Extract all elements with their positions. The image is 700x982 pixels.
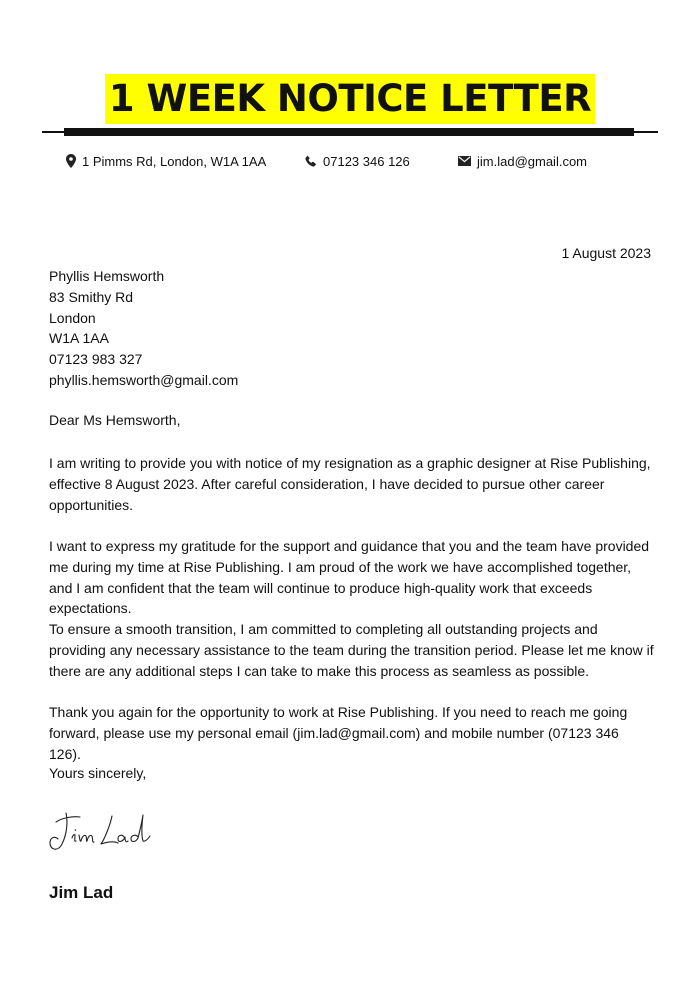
contact-phone-text: 07123 346 126 — [323, 153, 410, 169]
greeting: Dear Ms Hemsworth, — [49, 412, 181, 428]
closing: Yours sincerely, — [49, 765, 147, 781]
recipient-street: 83 Smithy Rd — [49, 288, 134, 305]
contact-email-text: jim.lad@gmail.com — [477, 153, 587, 169]
header-rule-thick — [64, 128, 634, 136]
recipient-email: phyllis.hemsworth@gmail.com — [49, 371, 239, 388]
recipient-postcode: W1A 1AA — [49, 330, 109, 347]
signer-name: Jim Lad — [49, 883, 114, 902]
body-paragraph-3: To ensure a smooth transition, I am committed to completing all outstanding projects and providing any necessary assistance to the team during the transition period. Please let me know if there are any additional steps I can take to make this process as seamless as possible. — [49, 621, 654, 679]
phone-icon — [305, 155, 317, 167]
letter-date: 1 August 2023 — [561, 245, 651, 261]
title-wrap — [0, 74, 700, 124]
page-title: 1 WEEK NOTICE LETTER — [105, 74, 595, 124]
body-paragraph-1: I am writing to provide you with notice of my resignation as a graphic designer at Rise Publishing, effective 8 August 2023. After careful consideration, I have decided to pursue other career opportunities. — [49, 455, 651, 513]
contact-phone — [305, 152, 410, 170]
recipient-city: London — [49, 309, 96, 326]
location-pin-icon — [66, 154, 76, 168]
envelope-icon — [458, 156, 471, 166]
recipient-phone: 07123 983 327 — [49, 351, 143, 368]
body-paragraph-4: Thank you again for the opportunity to work at Rise Publishing. If you need to reach me going forward, please use my personal email (jim.lad@gmail.com) and mobile number (07123 346 126). — [49, 704, 628, 762]
recipient-block — [49, 266, 238, 391]
signature — [46, 808, 158, 854]
body-paragraph-2: I want to express my gratitude for the support and guidance that you and the team have provided me during my time at Rise Publishing. I am proud of the work we have accomplished together, and I am confident that the team will continue to produce high-quality work that exceeds expectations. — [49, 538, 650, 617]
contact-email — [458, 152, 587, 170]
contact-address-text: 1 Pimms Rd, London, W1A 1AA — [82, 153, 267, 169]
recipient-name: Phyllis Hemsworth — [49, 268, 165, 284]
contact-address — [66, 152, 266, 170]
